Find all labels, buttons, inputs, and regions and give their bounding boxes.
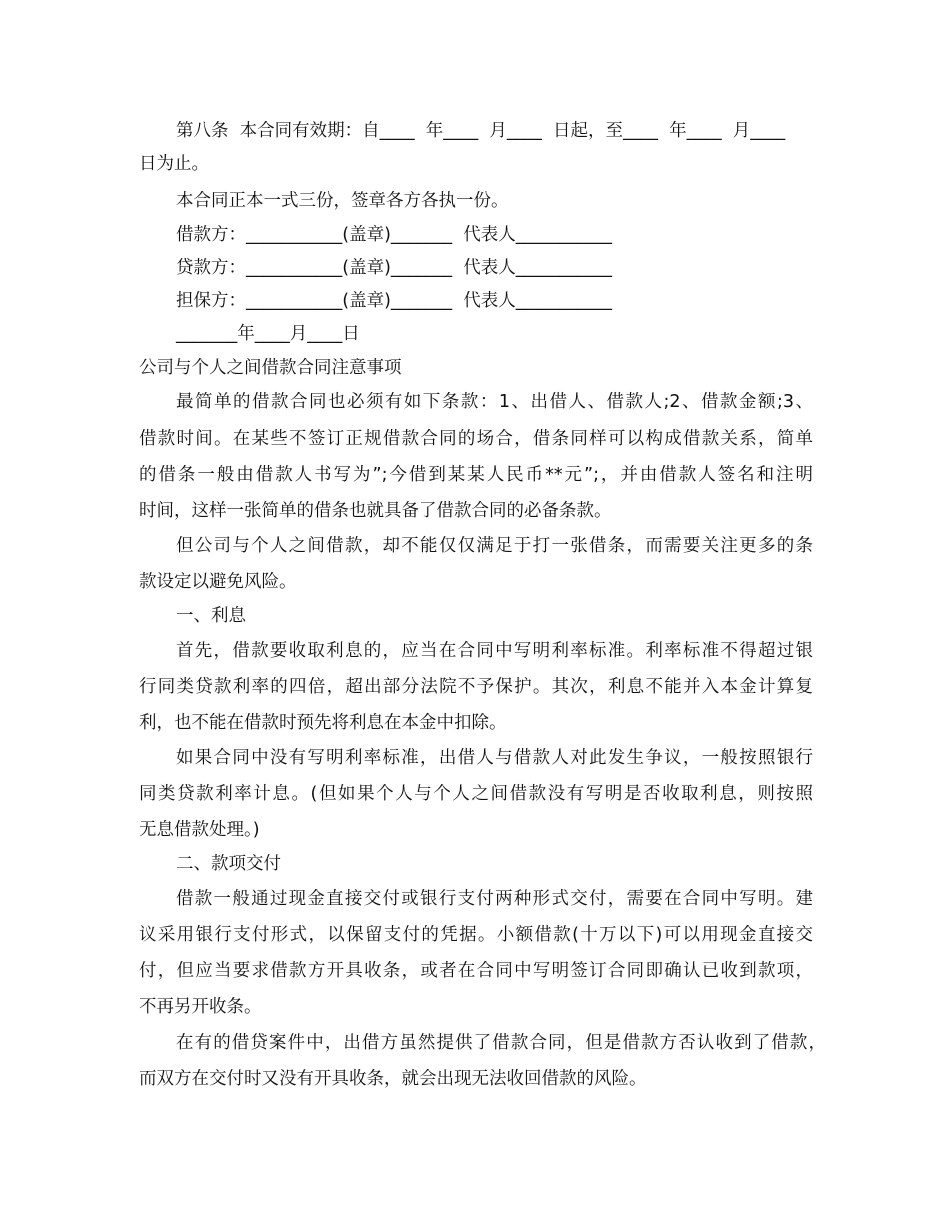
notes-title: 公司与个人之间借款合同注意事项 <box>139 358 402 378</box>
lender-signature-line: 贷款方：___________(盖章)_______ 代表人___________ <box>176 258 613 278</box>
para5-line: 借款一般通过现金直接交付或银行支付两种形式交付，需要在合同中写明。建 <box>176 889 813 909</box>
para1-line: 的借条一般由借款人书写为”;今借到某某人民币**元”;，并由借款人签名和注明 <box>139 465 813 485</box>
para1-line: 借款时间。在某些不签订正规借款合同的场合，借条同样可以构成借款关系，简单 <box>139 429 813 449</box>
section-heading-payment: 二、款项交付 <box>176 854 281 874</box>
para6-line: 而双方在交付时又没有开具收条，就会出现无法收回借款的风险。 <box>139 1069 647 1089</box>
para4-line: 同类贷款利率计息。(但如果个人与个人之间借款没有写明是否收取利息，则按照 <box>139 784 813 804</box>
para2-line: 但公司与个人之间借款，却不能仅仅满足于打一张借条，而需要关注更多的条 <box>176 536 813 556</box>
para1-line: 时间，这样一张简单的借条也就具备了借款合同的必备条款。 <box>139 501 612 521</box>
para2-line: 款设定以避免风险。 <box>139 572 297 592</box>
borrower-signature-line: 借款方：___________(盖章)_______ 代表人___________ <box>176 225 613 245</box>
article8-line1: 第八条 本合同有效期：自____ 年____ 月____ 日起，至____ 年____ 月____ <box>176 121 786 141</box>
signature-date-line: _______年____月____日 <box>176 324 360 344</box>
para4-line: 如果合同中没有写明利率标准，出借人与借款人对此发生争议，一般按照银行 <box>176 748 813 768</box>
para5-line: 议采用银行支付形式，以保留支付的凭据。小额借款(十万以下)可以用现金直接交 <box>139 925 813 945</box>
para5-line: 不再另开收条。 <box>139 997 262 1017</box>
para3-line: 利，也不能在借款时预先将利息在本金中扣除。 <box>139 713 507 733</box>
para4-line: 无息借款处理。) <box>139 820 260 840</box>
copies-clause: 本合同正本一式三份，签章各方各执一份。 <box>176 191 509 211</box>
article8-line2: 日为止。 <box>139 154 209 174</box>
guarantor-signature-line: 担保方：___________(盖章)_______ 代表人___________ <box>176 291 613 311</box>
para3-line: 首先，借款要收取利息的，应当在合同中写明利率标准。利率标准不得超过银 <box>176 641 813 661</box>
para6-line: 在有的借贷案件中，出借方虽然提供了借款合同，但是借款方否认收到了借款， <box>176 1033 826 1053</box>
section-heading-interest: 一、利息 <box>176 606 246 626</box>
para1-line: 最简单的借款合同也必须有如下条款：1、出借人、借款人;2、借款金额;3、 <box>176 392 813 412</box>
para3-line: 行同类贷款利率的四倍，超出部分法院不予保护。其次，利息不能并入本金计算复 <box>139 677 813 697</box>
para5-line: 付，但应当要求借款方开具收条，或者在合同中写明签订合同即确认已收到款项， <box>139 961 813 981</box>
